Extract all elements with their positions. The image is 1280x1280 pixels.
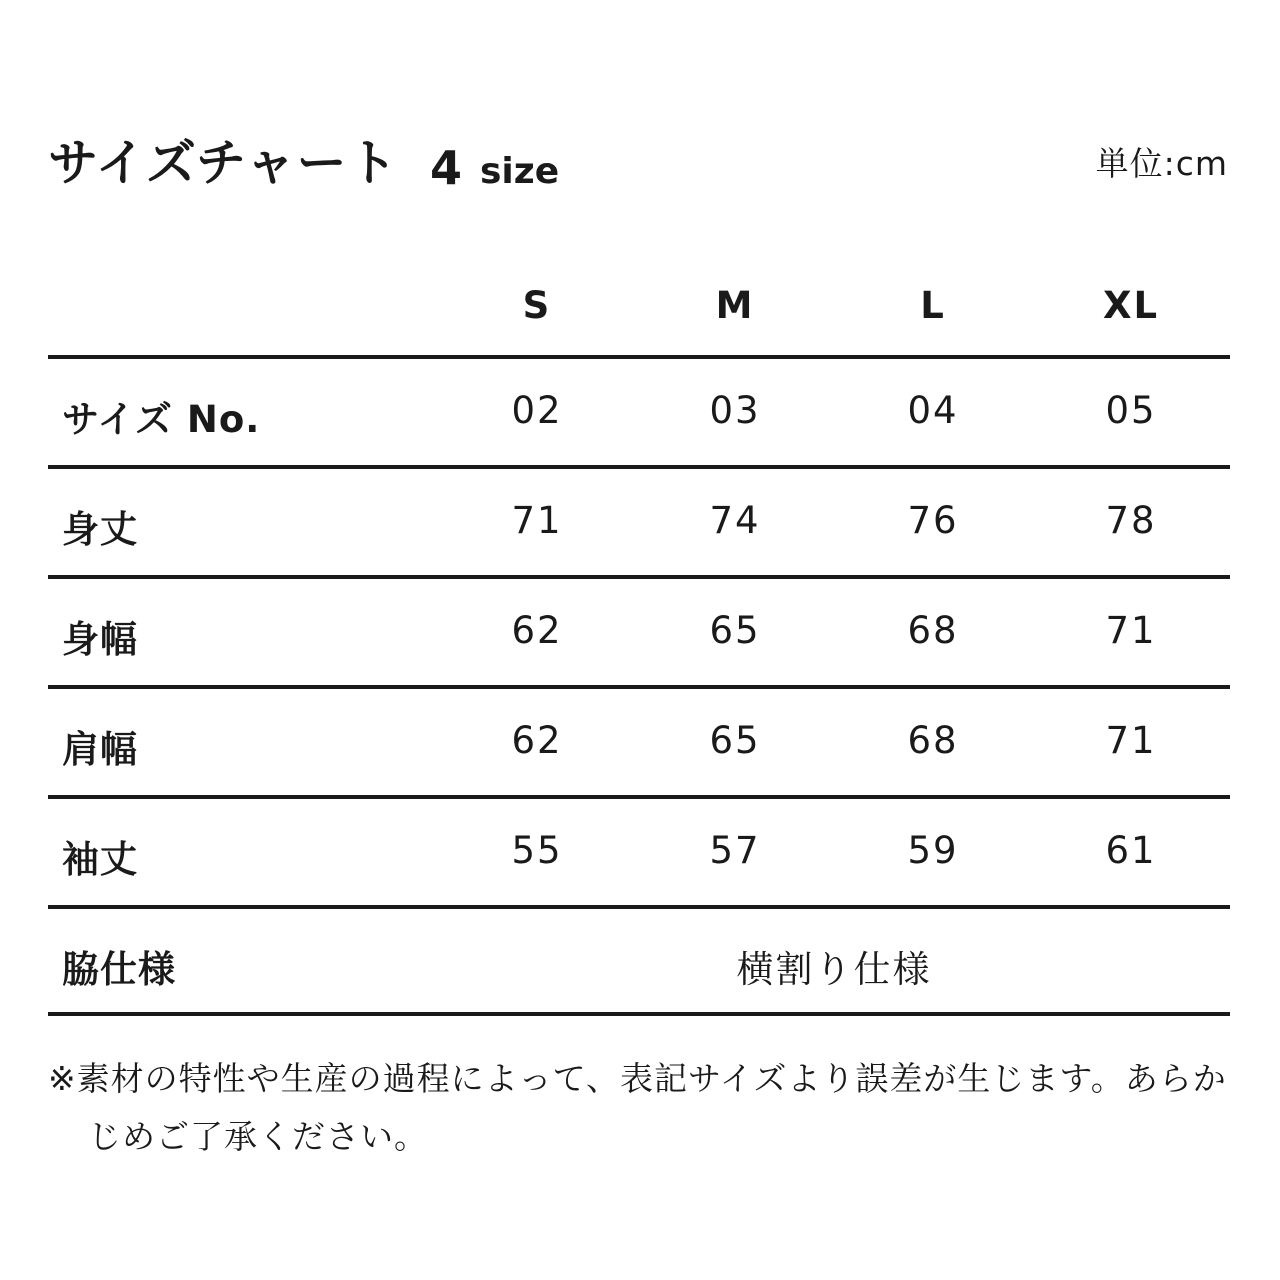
note-line-2: じめご了承ください。 [88,1117,428,1156]
row-label: 身幅 [62,618,138,661]
size-header-row [48,270,1230,340]
side-spec-row [48,905,1230,1015]
table-cell: 71 [1105,609,1157,652]
table-cell: 05 [1105,389,1157,432]
note-line-1: ※素材の特性や生産の過程によって、表記サイズより誤差が生じます。あらか [48,1059,1227,1098]
row-label: 身丈 [62,508,138,551]
table-cell: 76 [907,499,959,542]
row-label: 脇仕様 [62,948,176,991]
column-header-l: L [920,284,946,327]
table-cell: 61 [1105,829,1157,872]
column-header-xl: XL [1102,284,1160,327]
table-cell: 02 [511,389,563,432]
disclaimer-note [48,1050,1238,1166]
table-cell: 68 [907,719,959,762]
table-cell: 71 [511,499,563,542]
table-cell: 65 [709,719,761,762]
table-row [48,795,1230,905]
unit-label: 単位:cm [1095,144,1228,183]
size-count-word: size [480,151,560,192]
table-cell: 62 [511,719,563,762]
table-cell: 03 [709,389,761,432]
table-cell: 68 [907,609,959,652]
table-cell: 62 [511,609,563,652]
table-cell: 65 [709,609,761,652]
table-row [48,355,1230,465]
title-text: サイズチャート [48,134,399,192]
table-cell: 55 [511,829,563,872]
table-cell: 59 [907,829,959,872]
row-label: 肩幅 [62,728,138,771]
column-header-s: S [522,284,552,327]
row-label: サイズ No. [62,398,261,441]
table-cell: 04 [907,389,959,432]
table-row [48,575,1230,685]
table-cell: 57 [709,829,761,872]
table-cell: 71 [1105,719,1157,762]
table-cell: 74 [709,499,761,542]
size-count-number: 4 [430,141,463,195]
row-label: 袖丈 [62,838,138,881]
column-header-m: M [715,284,755,327]
table-row [48,685,1230,795]
table-cell: 78 [1105,499,1157,542]
table-row [48,465,1230,575]
side-spec-value: 横割り仕様 [736,948,932,991]
table-bottom-rule [48,1012,1230,1016]
